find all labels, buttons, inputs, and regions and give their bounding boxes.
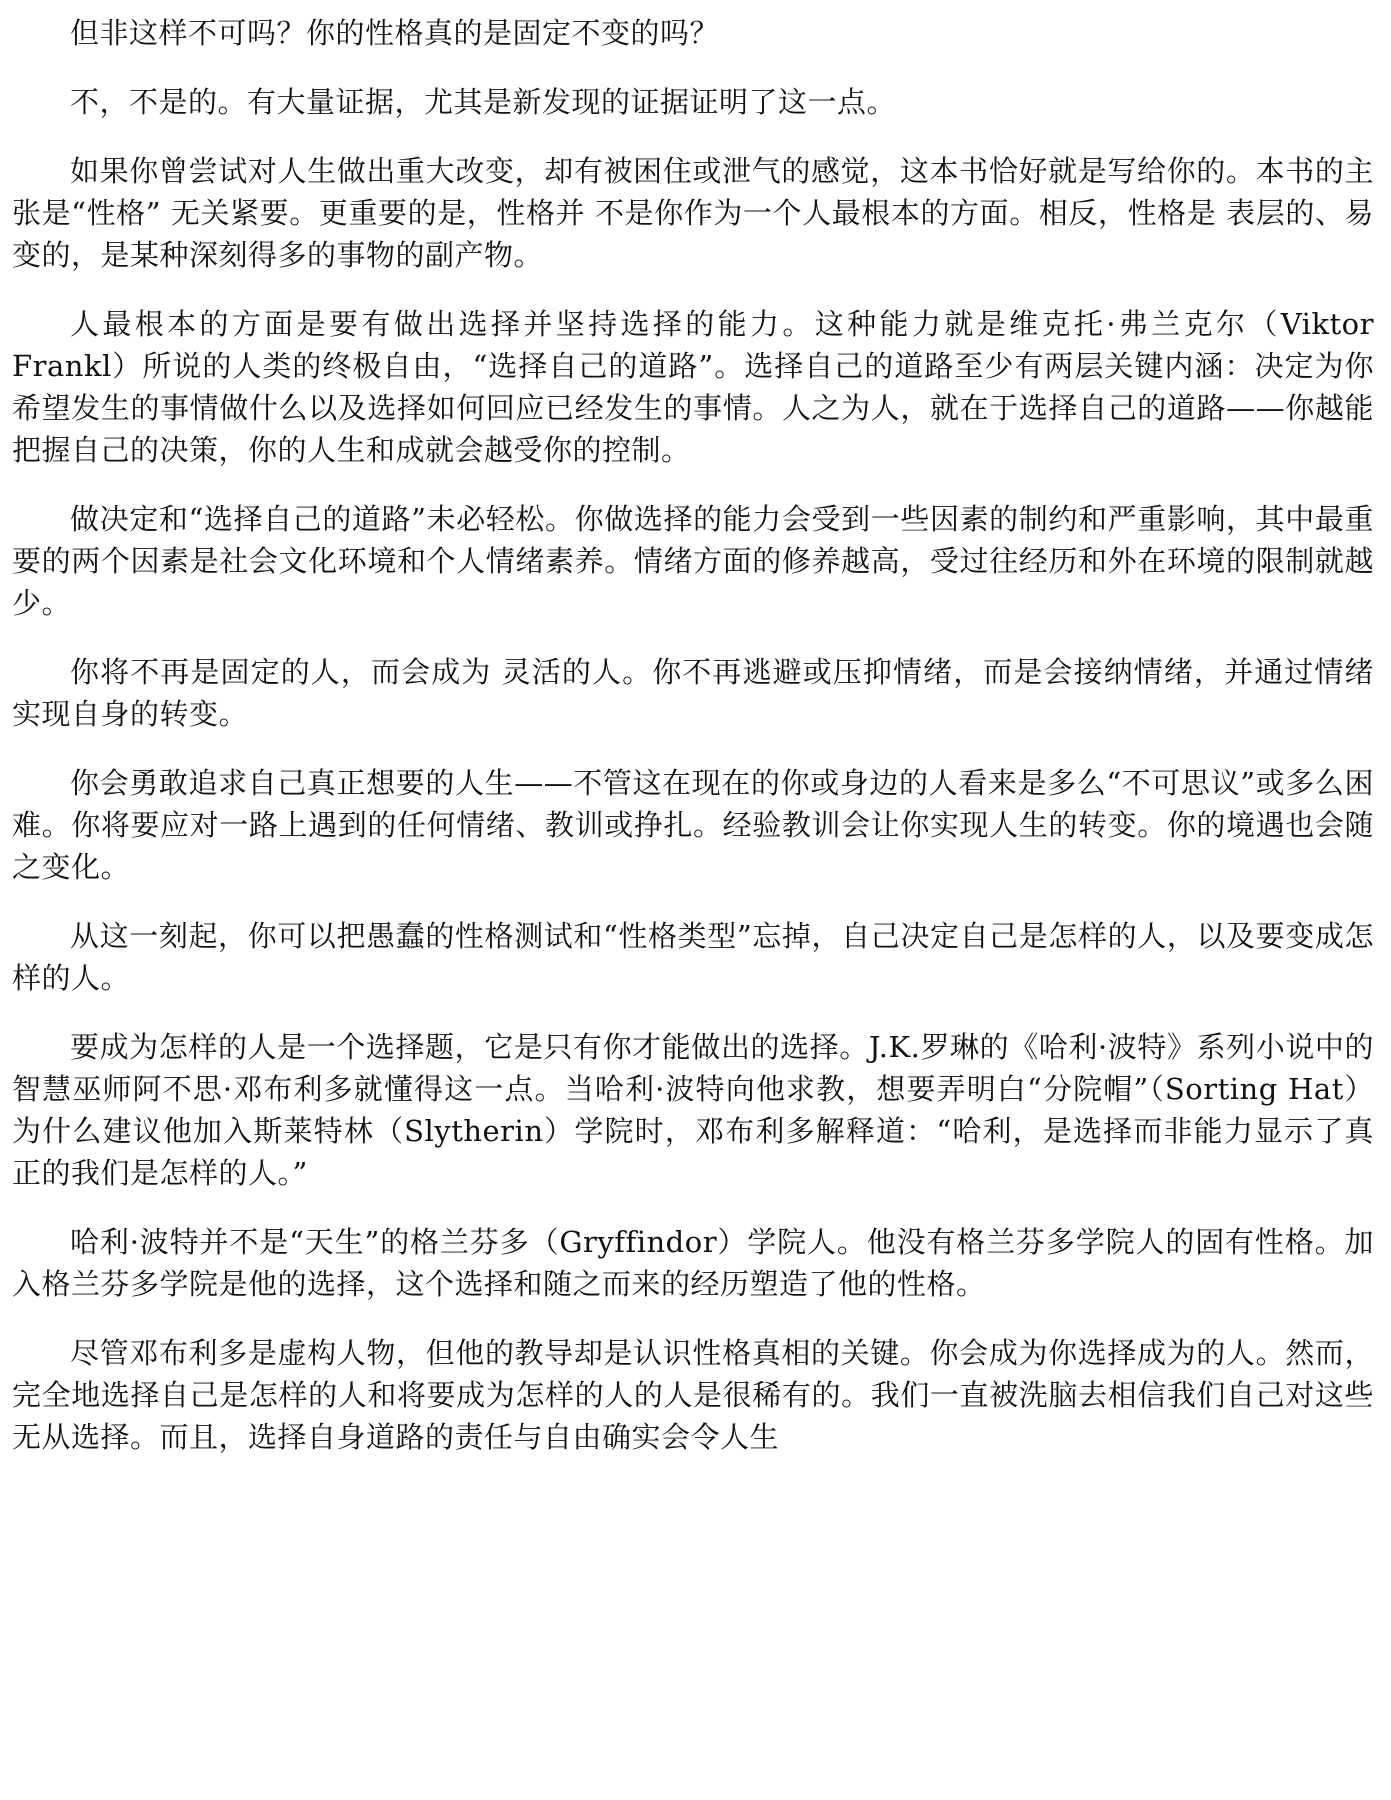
paragraph-6: 你将不再是固定的人，而会成为 灵活的人。你不再逃避或压抑情绪，而是会接纳情绪，并通过情绪实现自身的转变。 (12, 655, 1374, 731)
paragraph-8: 从这一刻起，你可以把愚蠢的性格测试和“性格类型”忘掉，自己决定自己是怎样的人，以及要变成怎样的人。 (12, 919, 1374, 995)
paragraph-5: 做决定和“选择自己的道路”未必轻松。你做选择的能力会受到一些因素的制约和严重影响，其中最重要的两个因素是社会文化环境和个人情绪素养。情绪方面的修养越高，受过往经历和外在环境的限制就越少。 (12, 502, 1374, 620)
paragraph-10: 哈利·波特并不是“天生”的格兰芬多（Gryffindor）学院人。他没有格兰芬多学院人的固有性格。加入格兰芬多学院是他的选择，这个选择和随之而来的经历塑造了他的性格。 (12, 1225, 1374, 1301)
paragraph-7: 你会勇敢追求自己真正想要的人生——不管这在现在的你或身边的人看来是多么“不可思议”或多么困难。你将要应对一路上遇到的任何情绪、教训或挣扎。经验教训会让你实现人生的转变。你的境遇也会随之变化。 (12, 766, 1374, 884)
paragraph-9: 要成为怎样的人是一个选择题，它是只有你才能做出的选择。J.K.罗琳的《哈利·波特》系列小说中的智慧巫师阿不思·邓布利多就懂得这一点。当哈利·波特向他求教，想要弄明白“分院帽”（Sorting Hat）为什么建议他加入斯莱特林（Slytherin）学院时，邓布利多解释道：“哈利，是选择而非能力显示了真正的我们是怎样的人。” (12, 1030, 1374, 1190)
paragraph-11: 尽管邓布利多是虚构人物，但他的教导却是认识性格真相的关键。你会成为你选择成为的人。然而， 完全地选择自己是怎样的人和将要成为怎样的人的人是很稀有的。我们一直被洗脑去相信我们自己对这些无从选择。而且，选择自身道路的责任与自由确实会令人生 (12, 1336, 1374, 1454)
document-page (12, 12, 1374, 1485)
paragraph-1: 但非这样不可吗？你的性格真的是固定不变的吗？ (70, 16, 720, 50)
paragraph-3: 如果你曾尝试对人生做出重大改变，却有被困住或泄气的感觉，这本书恰好就是写给你的。本书的主张是“性格” 无关紧要。更重要的是，性格并 不是你作为一个人最根本的方面。相反，性格是 表层的、易变的，是某种深刻得多的事物的副产物。 (12, 154, 1374, 272)
paragraph-4: 人最根本的方面是要有做出选择并坚持选择的能力。这种能力就是维克托·弗兰克尔（Viktor Frankl）所说的人类的终极自由，“选择自己的道路”。选择自己的道路至少有两层关键内涵：决定为你希望发生的事情做什么以及选择如何回应已经发生的事情。人之为人，就在于选择自己的道路——你越能把握自己的决策，你的人生和成就会越受你的控制。 (12, 307, 1374, 467)
paragraph-2: 不，不是的。有大量证据，尤其是新发现的证据证明了这一点。 (70, 85, 897, 119)
